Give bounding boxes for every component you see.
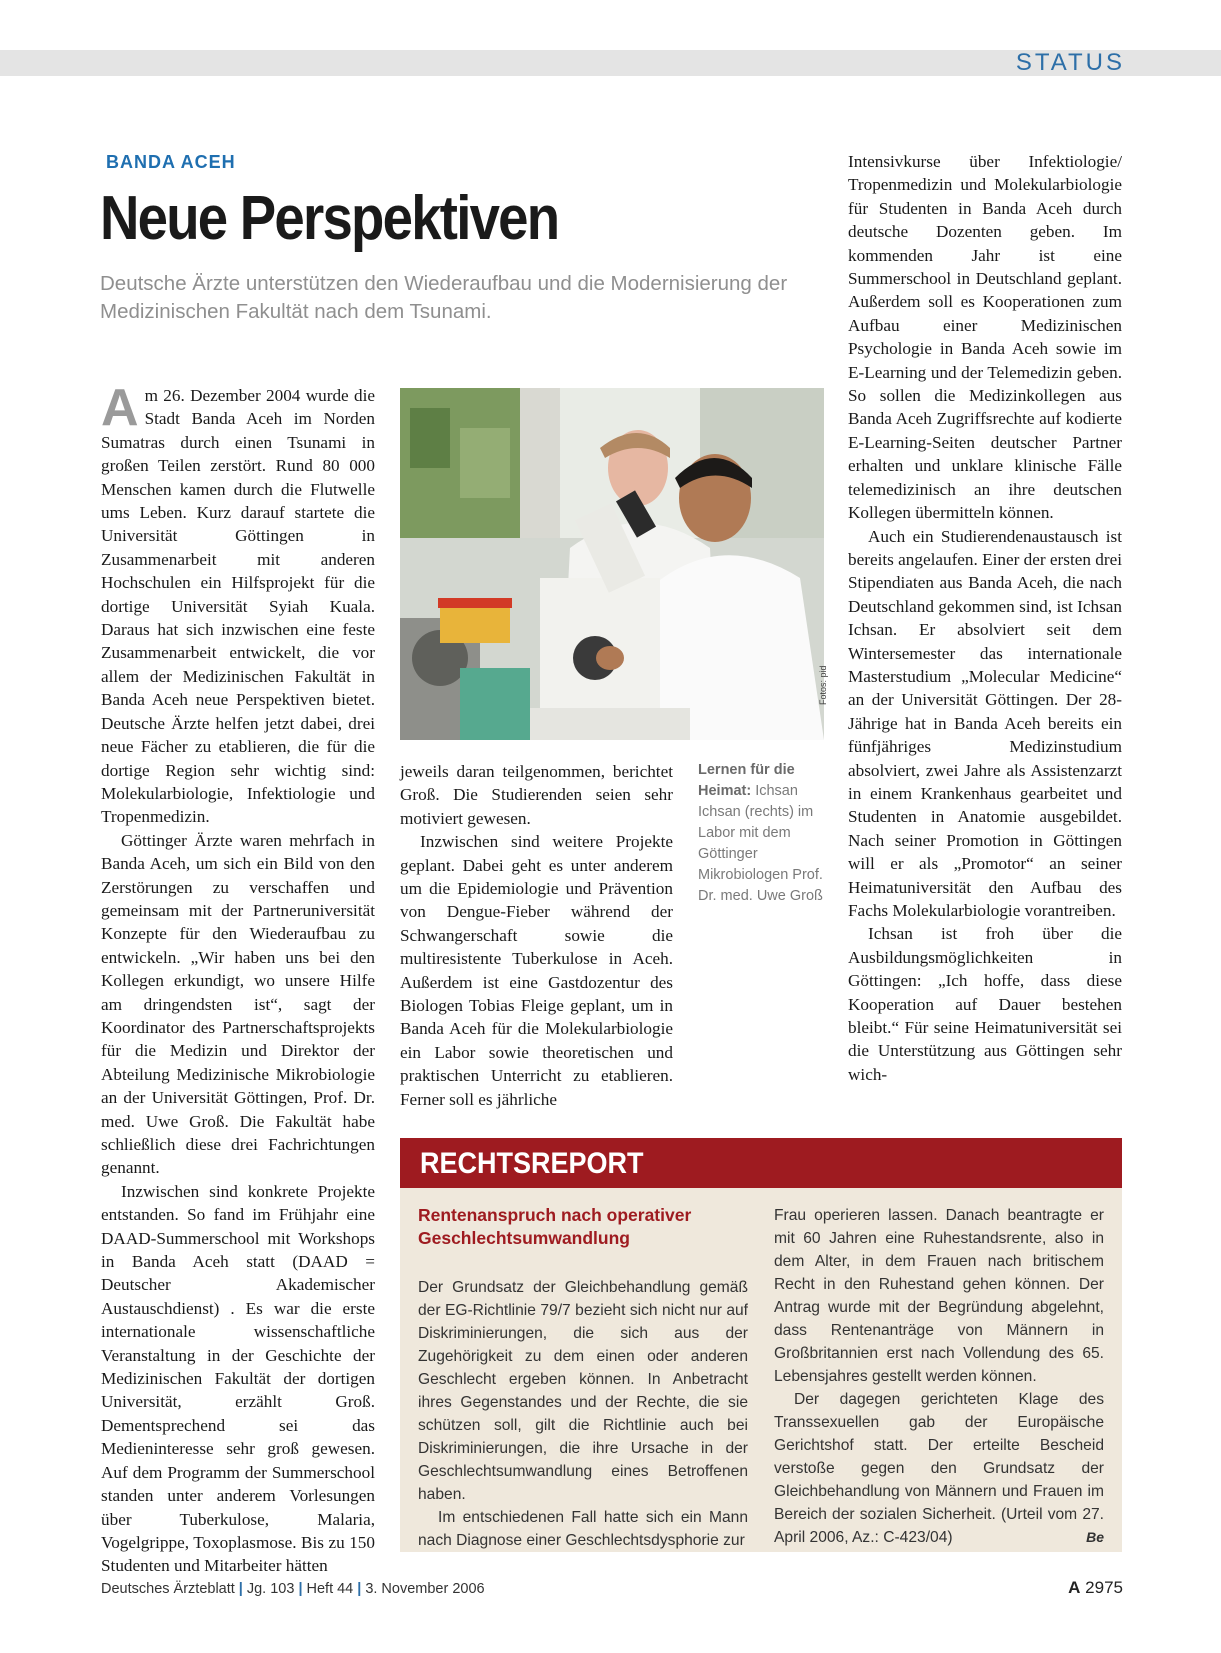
article-paragraph: jeweils daran teilgenommen, berichtet Groß. Die Studierenden seien sehr motiviert gewesen. [400,762,673,828]
page-prefix: A [1068,1578,1081,1597]
drop-cap: A [101,379,139,437]
article-column-2 [400,760,673,1111]
article-paragraph: Göttinger Ärzte waren mehrfach in Banda Aceh, um sich ein Bild von den Zerstörungen zu verschaffen und gemeinsam mit der Partneruniversität Konzepte für den Wiederaufbau zu entwickeln. „Wir haben uns bei den Kollegen erkundigt, wo unsere Hilfe am dringendsten ist“, sagt der Koordinator des Partnerschaftsprojekts für die Medizin und Direktor der Abteilung Medizinische Mikrobiologie an der Universität Göttingen, Prof. Dr. med. Uwe Groß. Die Fakultät habe schließlich diese drei Fachrichtungen genannt. [101,830,375,1178]
footer-separator: | [238,1581,243,1597]
page-footer [101,1581,485,1597]
rechtsreport-paragraph: Der Grundsatz der Gleichbehandlung gemäß der EG-Richtlinie 79/7 bezieht sich nicht nur auf Diskriminierungen, die sich aus der Zugehörigkeit zu dem einen oder anderen Geschlecht ergeben können. In Anbetracht ihres Gegenstandes und der Rechte, die sie schützen soll, gilt die Richtlinie auch bei Diskriminierungen, die ihre Ursache in der Geschlechtsumwandlung eines Betroffenen haben. [418,1279,748,1503]
rechtsreport-subhead: Rentenanspruch nach operativer Geschlechtsumwandlung [418,1205,692,1248]
rechtsreport-paragraph: Frau operieren lassen. Danach beantragte er mit 60 Jahren eine Ruhestandsrente, also in dem Alter, in dem Frauen nach britischem Recht in den Ruhestand gehen können. Der Antrag wurde mit der Begründung abgelehnt, dass Rentenanträge von Männern in Großbritannien erst nach Vollendung des 65. Lebensjahres gestellt werden können. [774,1207,1104,1385]
journal-date: 3. November 2006 [365,1581,485,1597]
rechtsreport-column-2 [774,1204,1104,1549]
rechtsreport-paragraph [774,1388,1104,1549]
article-kicker: BANDA ACEH [106,152,236,172]
photo-caption [698,760,828,907]
lab-photo-illustration [400,388,824,740]
caption-title: Lernen für die Heimat: [698,762,795,799]
article-column-3 [848,150,1122,1086]
rechtsreport-title: RECHTSREPORT [420,1147,644,1180]
journal-issue: Heft 44 [306,1581,354,1597]
photo-credit: Fotos: pid [818,665,828,705]
rechtsreport-paragraph: Im entschiedenen Fall hatte sich ein Mann nach Diagnose einer Geschlechtsdysphorie zur [418,1509,748,1549]
article-paragraph: Inzwischen sind weitere Projekte geplant. Dabei geht es unter anderem um die Epidemiologie und Prävention von Dengue-Fieber während der Schwangerschaft sowie die multiresistente Tuberkulose in Aceh. Außerdem ist eine Gastdozentur des Biologen Tobias Fleige geplant, um in Banda Aceh für die Molekularbiologie ein Labor sowie theoretischen und praktischen Unterricht zu etablieren. Ferner soll es jährliche [400,832,673,1109]
article-paragraph [101,379,375,829]
article-paragraph: Intensivkurse über Infektiologie/ Tropenmedizin und Molekularbiologie für Studenten in Banda Aceh durch deutsche Dozenten geben. Im kommenden Jahr ist eine Summerschool in Deutschland geplant. Außerdem soll es Kooperationen zum Aufbau einer Medizinischen Psychologie in Banda Aceh sowie im E-Learning und der Telemedizin geben. So sollen die Medizinkollegen aus Banda Aceh Zugriffsrechte auf kodierte E-Learning-Seiten deutscher Partner erhalten und unklare klinische Fälle telemedizinisch an ihre deutschen Kollegen übermitteln können. [848,152,1122,523]
article-paragraph: Inzwischen sind konkrete Projekte entstanden. So fand im Frühjahr eine DAAD-Summerschool mit Workshops in Banda Aceh statt (DAAD = Deutscher Akademischer Austauschdienst) . Es war die erste internationale wissenschaftliche Veranstaltung in der Geschichte der Medizinischen Fakultät der dortigen Universität, erzählt Groß. Dementsprechend sei das Medieninteresse sehr groß gewesen. Auf dem Programm der Summerschool standen unter anderem Vorlesungen über Tuberkulose, Malaria, Vogelgrippe, Toxoplasmose. Bis zu 150 Studenten und Mitarbeiter hätten [101,1181,375,1576]
article-column-1 [101,379,375,1578]
author-signature: Be [1086,1529,1104,1545]
page-number-value: 2975 [1085,1578,1123,1597]
article-subtitle: Deutsche Ärzte unterstützen den Wiederaufbau und die Modernisierung der Medizinischen Fakultät nach dem Tsunami. [100,272,788,323]
journal-volume: Jg. 103 [246,1581,295,1597]
section-label: STATUS [1015,49,1125,76]
article-paragraph: Ichsan ist froh über die Ausbildungsmöglichkeiten in Göttingen: „Ich hoffe, dass diese Kooperation auf Dauer bestehen bleibt.“ Für seine Heimatuniversität sei die Unterstützung aus Göttingen sehr wich- [848,924,1122,1084]
footer-separator: | [298,1581,303,1597]
lab-photo [400,388,824,740]
paragraph-text: Der dagegen gerichteten Klage des Transsexuellen gab der Europäische Gerichtshof statt. Der erteilte Bescheid verstoße gegen den Grundsatz der Gleichbehandlung von Männern und Frauen im Bereich der sozialen Sicherheit. (Urteil vom 27. April 2006, Az.: C-423/04) [774,1391,1104,1546]
page-number [1068,1578,1123,1598]
caption-text: Ichsan Ichsan (rechts) im Labor mit dem Göttinger Mikrobiologen Prof. Dr. med. Uwe Groß [698,783,823,904]
article-title: Neue Perspektiven [100,184,559,253]
journal-name: Deutsches Ärzteblatt [101,1581,235,1597]
footer-separator: | [357,1581,362,1597]
article-paragraph: Auch ein Studierendenaustausch ist bereits angelaufen. Einer der ersten drei Stipendiaten aus Banda Aceh, die nach Deutschland gekommen sind, ist Ichsan Ichsan. Er absolviert seit dem Wintersemester das internationale Masterstudium „Molecular Medicine“ an der Universität Göttingen. Der 28-Jährige hat in Banda Aceh bereits ein fünfjähriges Medizinstudium absolviert, zwei Jahre als Assistenzarzt in einem Krankenhaus gearbeitet und Studenten in Anatomie ausgebildet. Nach seiner Promotion in Göttingen will er als „Promotor“ an seiner Heimatuniversität den Aufbau des Fachs Molekularbiologie vorantreiben. [848,526,1122,920]
paragraph-text: m 26. Dezember 2004 wurde die Stadt Banda Aceh im Norden Sumatras durch einen Tsunami in großen Teilen zerstört. Rund 80 000 Menschen kamen durch die Flutwelle ums Leben. Kurz darauf startete die Universität Göttingen in Zusammenarbeit mit anderen Hochschulen ein Hilfsprojekt für die dortige Universität Syiah Kuala. Daraus hat sich inzwischen eine feste Zusammenarbeit entwickelt, die vor allem der Medizinischen Fakultät in Banda Aceh neue Perspektiven bietet. Deutsche Ärzte helfen jetzt dabei, drei neue Fächer zu etablieren, die für die dortige Region sehr wichtig sind: Molekularbiologie, Infektiologie und Tropenmedizin. [101,386,375,827]
rechtsreport-column-1 [418,1204,748,1552]
rechtsreport-box [400,1138,1122,1552]
rechtsreport-header [400,1138,1122,1188]
